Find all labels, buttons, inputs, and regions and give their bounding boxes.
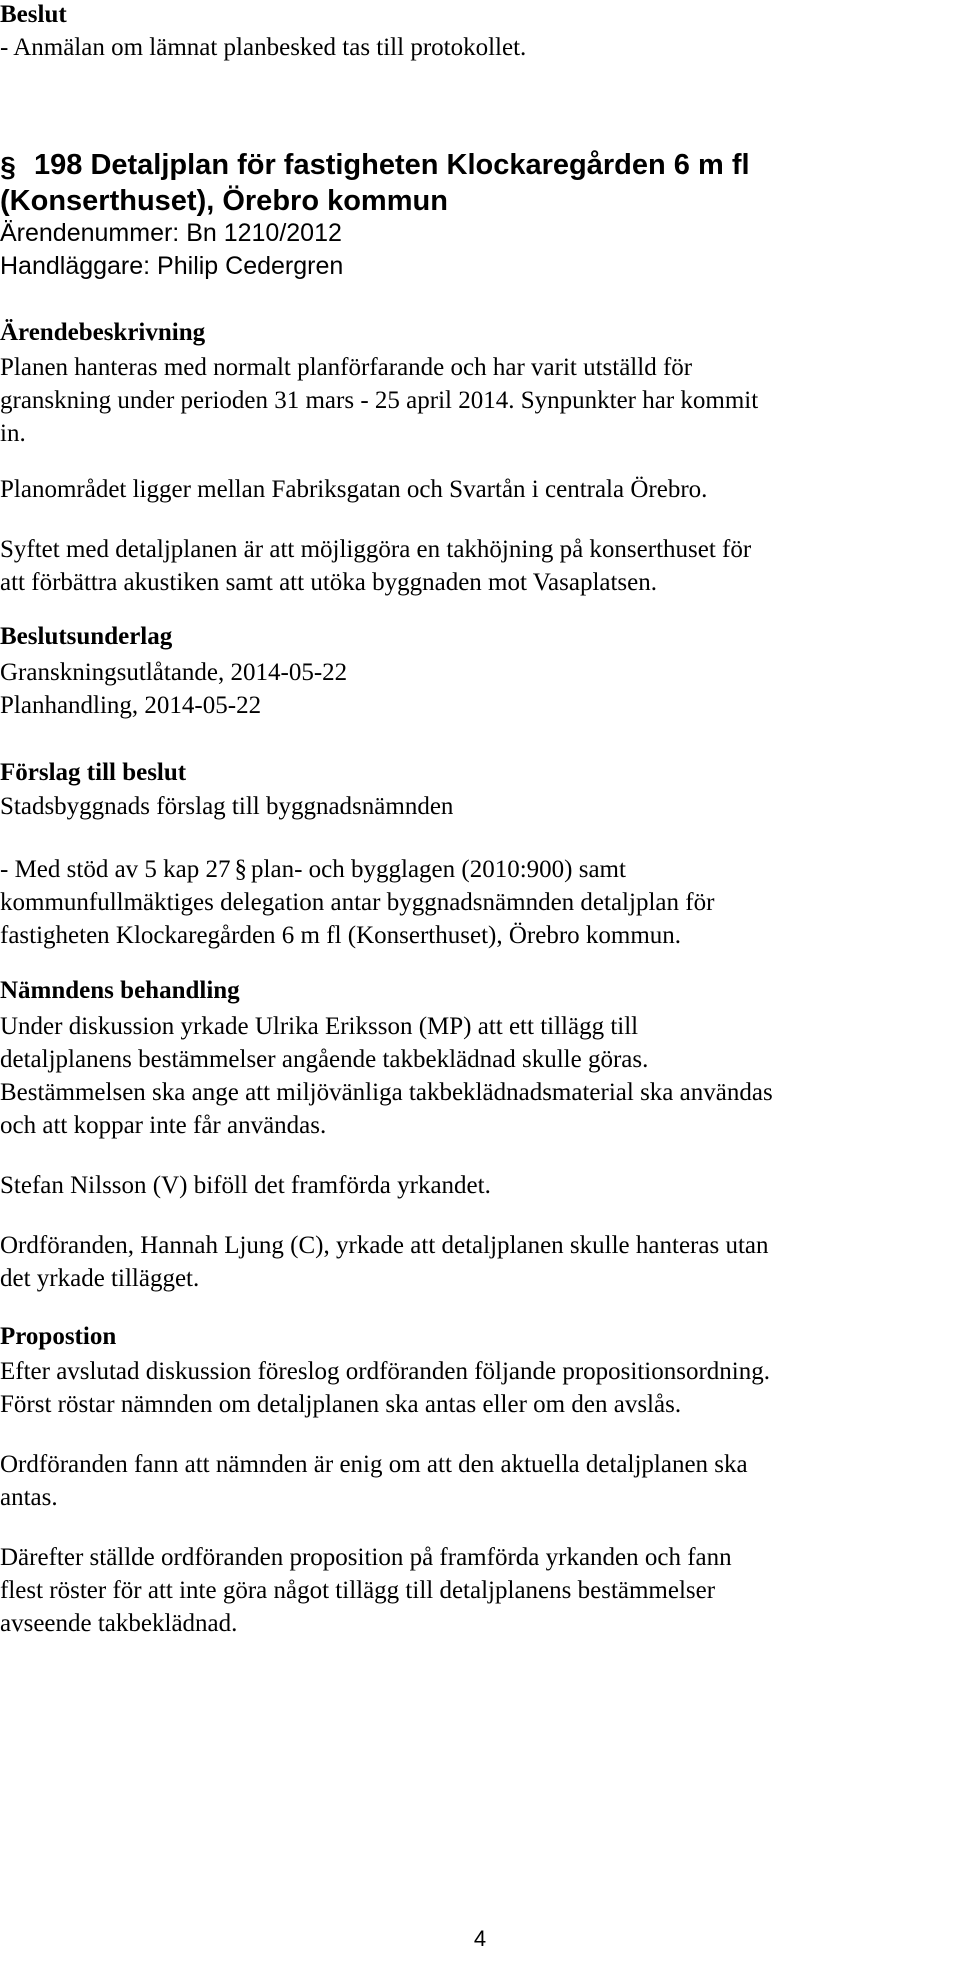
- case-number: Ärendenummer: Bn 1210/2012: [0, 219, 342, 247]
- forslag-line: fastigheten Klockaregården 6 m fl (Konserthuset), Örebro kommun.: [0, 922, 682, 949]
- item-title-line1: 198 Detaljplan för fastigheten Klockaregården 6 m fl: [34, 149, 750, 181]
- forslag-line: Stadsbyggnads förslag till byggnadsnämnden: [0, 793, 454, 820]
- section-symbol-icon: §: [234, 856, 248, 883]
- behandling-line: det yrkade tillägget.: [0, 1265, 200, 1292]
- propostion-line: Därefter ställde ordföranden proposition på framförda yrkanden och fann: [0, 1544, 732, 1571]
- behandling-line: Ordföranden, Hannah Ljung (C), yrkade att detaljplanen skulle hanteras utan: [0, 1232, 769, 1259]
- forslag-line: kommunfullmäktiges delegation antar byggnadsnämnden detaljplan för: [0, 889, 715, 916]
- description-line: Syftet med detaljplanen är att möjliggöra en takhöjning på konserthuset för: [0, 536, 752, 563]
- page-number: 4: [473, 1926, 487, 1951]
- item-title-line2: (Konserthuset), Örebro kommun: [0, 185, 448, 217]
- section-heading-description: Ärendebeskrivning: [0, 319, 206, 346]
- handler: Handläggare: Philip Cedergren: [0, 252, 344, 280]
- forslag-line2-after: plan- och bygglagen (2010:900) samt: [251, 856, 626, 883]
- description-line: att förbättra akustiken samt att utöka byggnaden mot Vasaplatsen.: [0, 569, 658, 596]
- behandling-line: detaljplanens bestämmelser angående takbeklädnad skulle göras.: [0, 1046, 649, 1073]
- propostion-line: flest röster för att inte göra något tillägg till detaljplanens bestämmelser: [0, 1577, 716, 1604]
- propostion-line: avseende takbeklädnad.: [0, 1610, 238, 1637]
- description-line: Planområdet ligger mellan Fabriksgatan och Svartån i centrala Örebro.: [0, 476, 708, 503]
- description-line: granskning under perioden 31 mars - 25 april 2014. Synpunkter har kommit: [0, 387, 759, 414]
- description-line: in.: [0, 420, 26, 447]
- section-symbol-icon: §: [0, 151, 16, 182]
- beslut-text: - Anmälan om lämnat planbesked tas till protokollet.: [0, 34, 527, 61]
- propostion-line: Efter avslutad diskussion föreslog ordföranden följande propositionsordning.: [0, 1358, 770, 1385]
- propostion-line: Ordföranden fann att nämnden är enig om att den aktuella detaljplanen ska: [0, 1451, 748, 1478]
- underlag-item: Granskningsutlåtande, 2014-05-22: [0, 659, 348, 686]
- forslag-line2-before: - Med stöd av 5 kap 27: [0, 856, 231, 883]
- behandling-line: Bestämmelsen ska ange att miljövänliga takbeklädnadsmaterial ska användas: [0, 1079, 773, 1106]
- underlag-item: Planhandling, 2014-05-22: [0, 692, 262, 719]
- behandling-line: Stefan Nilsson (V) biföll det framförda yrkandet.: [0, 1172, 491, 1199]
- section-heading-forslag: Förslag till beslut: [0, 759, 187, 786]
- section-heading-underlag: Beslutsunderlag: [0, 623, 173, 650]
- section-heading-behandling: Nämndens behandling: [0, 977, 240, 1004]
- item-title: [0, 148, 960, 219]
- section-heading-propostion: Propostion: [0, 1323, 117, 1350]
- behandling-line: Under diskussion yrkade Ulrika Eriksson (MP) att ett tillägg till: [0, 1013, 639, 1040]
- description-line: Planen hanteras med normalt planförfarande och har varit utställd för: [0, 354, 693, 381]
- propostion-line: antas.: [0, 1484, 58, 1511]
- forslag-line: [0, 855, 626, 885]
- behandling-line: och att koppar inte får användas.: [0, 1112, 327, 1139]
- propostion-line: Först röstar nämnden om detaljplanen ska antas eller om den avslås.: [0, 1391, 682, 1418]
- section-heading-beslut: Beslut: [0, 1, 67, 28]
